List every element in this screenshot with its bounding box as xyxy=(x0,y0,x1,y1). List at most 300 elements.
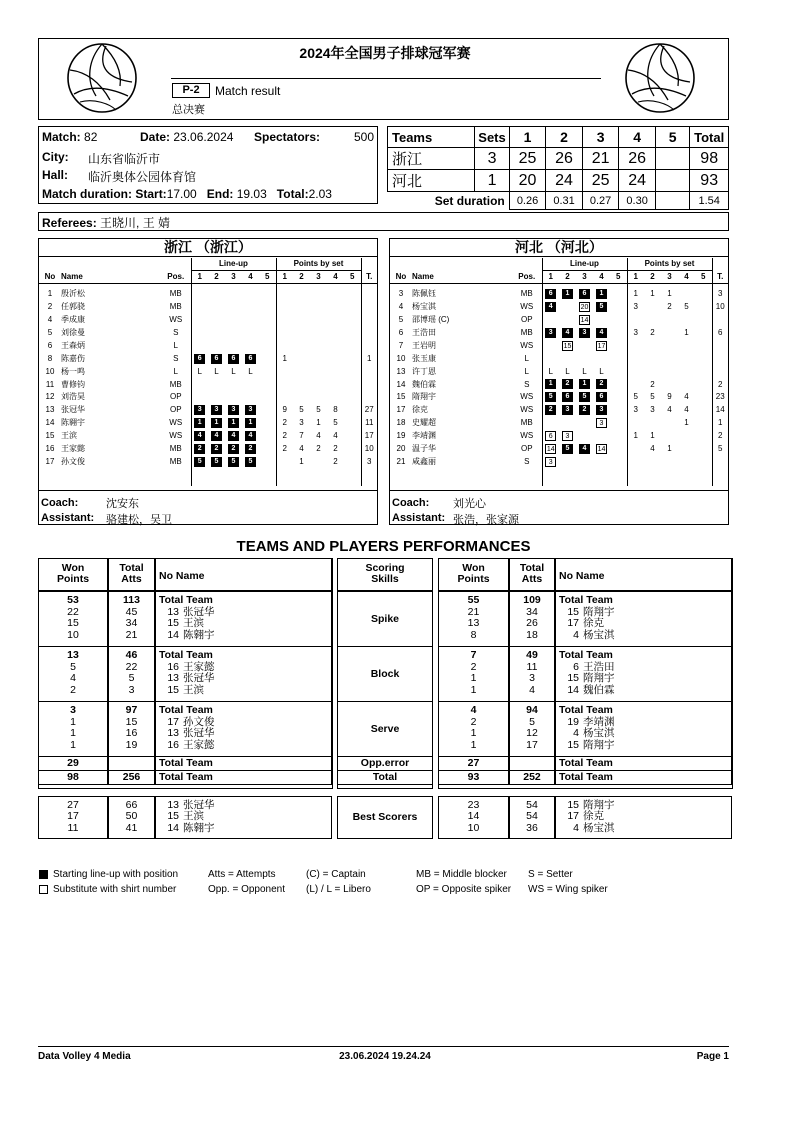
best-won-value: 14 xyxy=(467,810,480,823)
spacer-row xyxy=(390,468,728,486)
starting-position-badge: 4 xyxy=(596,328,607,338)
perf-skill-label: Scoring Skills xyxy=(365,562,405,585)
player-name: 王家懿 xyxy=(61,444,85,454)
score-header-row xyxy=(388,127,729,148)
starting-position-badge: 3 xyxy=(545,328,556,338)
player-total: 2 xyxy=(718,431,723,441)
starting-position-badge: 1 xyxy=(228,418,239,428)
score-col-set1: 1 xyxy=(509,127,546,148)
player-total: 2 xyxy=(718,379,723,389)
spacer xyxy=(576,468,593,486)
lineup-cell xyxy=(542,327,559,340)
points-cell xyxy=(661,352,678,365)
points-cell xyxy=(344,404,361,417)
score-set xyxy=(655,170,690,192)
player-row xyxy=(390,352,728,365)
points-cell xyxy=(327,288,344,301)
perf-atts-value: 19 xyxy=(125,738,138,751)
lineup-cell xyxy=(559,417,576,430)
team-a-roster-group-header xyxy=(39,258,377,271)
points-cell xyxy=(293,365,310,378)
lineup-cell xyxy=(208,417,225,430)
points-cell xyxy=(661,327,678,340)
col-total: T. xyxy=(712,271,728,284)
lineup-cell xyxy=(208,314,225,327)
player-pos: WS xyxy=(512,301,542,314)
player-name: 张玉康 xyxy=(412,353,436,363)
match-no: 82 xyxy=(84,130,98,144)
spacer xyxy=(678,468,695,486)
perf-won-value: 2 xyxy=(70,683,76,696)
points-cell xyxy=(695,378,712,391)
perf-player-name: Total Team xyxy=(559,649,613,661)
points-cell xyxy=(276,288,293,301)
points-cell xyxy=(310,339,327,352)
points-cell: 3 xyxy=(633,328,638,337)
col-points-set: 3 xyxy=(661,271,678,284)
player-row xyxy=(390,301,728,314)
score-set: 20 xyxy=(509,170,546,192)
legend-starting-swatch xyxy=(39,870,48,879)
team-b-roster-group-header xyxy=(390,258,728,271)
lineup-cell xyxy=(242,327,259,340)
player-pos: WS xyxy=(512,339,542,352)
perf-won-value: 53 xyxy=(67,594,79,606)
spacer xyxy=(412,258,512,271)
lineup-cell xyxy=(542,378,559,391)
col-pos: Pos. xyxy=(161,271,191,284)
perf-opp-error-label: Total Team xyxy=(559,757,613,769)
perf-player-no: 17 xyxy=(567,617,579,629)
player-total: 27 xyxy=(364,405,374,415)
col-lineup-set: 4 xyxy=(242,271,259,284)
points-cell xyxy=(661,455,678,468)
points-cell xyxy=(327,365,344,378)
points-cell xyxy=(327,327,344,340)
player-row xyxy=(39,327,377,340)
player-name: 张冠华 xyxy=(61,405,85,415)
lineup-cell xyxy=(225,339,242,352)
score-set: 25 xyxy=(582,170,619,192)
legend-captain: (C) = Captain xyxy=(306,869,366,880)
points-cell xyxy=(293,339,310,352)
points-cell xyxy=(644,365,661,378)
points-cell: 1 xyxy=(282,353,287,363)
score-total: 93 xyxy=(690,170,729,192)
score-total: 98 xyxy=(690,148,729,170)
starting-position-badge: 6 xyxy=(596,392,607,402)
starting-position-badge: 5 xyxy=(211,457,222,467)
perf-skill-name: Block xyxy=(370,668,400,680)
set-duration-row xyxy=(388,192,729,210)
player-name: 杨一鸣 xyxy=(61,366,85,376)
player-row xyxy=(390,327,728,340)
lineup-cell xyxy=(242,443,259,456)
points-cell xyxy=(678,430,695,443)
player-no: 16 xyxy=(45,444,55,454)
col-points-set: 2 xyxy=(293,271,310,284)
points-cell: 3 xyxy=(633,302,638,312)
spacer xyxy=(259,468,276,486)
starting-position-badge: 1 xyxy=(562,289,573,299)
perf-won-value: 13 xyxy=(67,649,79,661)
perf-atts-value: 22 xyxy=(125,660,138,673)
points-cell xyxy=(627,314,644,327)
starting-position-badge: 2 xyxy=(545,405,556,415)
lineup-cell xyxy=(259,314,276,327)
starting-position-badge: 4 xyxy=(545,302,556,312)
player-no: 21 xyxy=(396,456,406,466)
best-won-value: 27 xyxy=(67,799,79,811)
lineup-cell xyxy=(225,455,242,468)
player-pos: WS xyxy=(512,404,542,417)
perf-atts-value: 4 xyxy=(529,683,535,696)
substitute-number-badge: 15 xyxy=(563,342,572,350)
player-pos: OP xyxy=(161,391,191,404)
points-cell: 1 xyxy=(299,456,304,466)
lineup-cell xyxy=(225,378,242,391)
perf-player-no: 15 xyxy=(167,683,179,696)
perf-atts-value: 3 xyxy=(529,672,535,684)
substitute-number-badge: 14 xyxy=(546,445,555,453)
points-cell xyxy=(276,314,293,327)
player-row xyxy=(390,314,728,327)
points-cell xyxy=(661,378,678,391)
points-cell: 3 xyxy=(650,405,655,415)
lineup-cell xyxy=(576,417,593,430)
substitute-number-badge: 3 xyxy=(562,431,573,441)
team-a-coach: 沈安东 xyxy=(106,498,139,510)
spacer xyxy=(661,468,678,486)
perf-won-value: 4 xyxy=(70,672,76,684)
points-cell xyxy=(310,391,327,404)
perf-atts-value: 3 xyxy=(128,683,135,696)
player-row xyxy=(39,352,377,365)
score-col-set5: 5 xyxy=(655,127,690,148)
lineup-cell xyxy=(225,314,242,327)
best-player-no: 17 xyxy=(567,810,579,823)
perf-opp-error-won: 27 xyxy=(467,757,480,769)
spacer xyxy=(61,258,161,271)
lineup-cell xyxy=(559,443,576,456)
starting-position-badge: 1 xyxy=(245,418,256,428)
lineup-cell xyxy=(593,430,610,443)
perf-player-name: 隋翔宇 xyxy=(583,672,615,684)
points-cell: 7 xyxy=(299,431,304,441)
lineup-cell xyxy=(593,391,610,404)
points-header: Points by set xyxy=(627,258,712,271)
lineup-cell xyxy=(542,288,559,301)
spacer xyxy=(161,258,191,271)
score-col-sets: Sets xyxy=(475,127,510,148)
points-cell: 2 xyxy=(333,444,338,454)
perf-atts-value: 45 xyxy=(125,605,138,618)
points-cell: 5 xyxy=(684,302,689,312)
lineup-cell xyxy=(576,378,593,391)
lineup-cell xyxy=(610,339,627,352)
perf-player-name: 杨宝淇 xyxy=(583,727,615,739)
substitute-number-badge: 3 xyxy=(545,457,556,467)
points-cell: 2 xyxy=(333,456,338,466)
report-name: Match result xyxy=(215,84,281,98)
best-atts-value: 54 xyxy=(526,810,538,823)
score-col-set4: 4 xyxy=(619,127,656,148)
points-cell: 2 xyxy=(667,302,672,312)
team-b-roster xyxy=(390,258,728,486)
points-cell xyxy=(310,352,327,365)
player-pos: OP xyxy=(512,314,542,327)
perf-atts-value: 17 xyxy=(526,738,538,751)
points-cell xyxy=(293,314,310,327)
perf-skill-name: Spike xyxy=(370,613,399,625)
points-cell: 1 xyxy=(650,289,655,299)
player-no: 13 xyxy=(45,405,55,415)
player-no: 6 xyxy=(47,340,53,350)
player-pos: WS xyxy=(512,391,542,404)
city-label: City: xyxy=(42,150,69,164)
player-name: 咸鑫丽 xyxy=(412,456,436,466)
player-no: 11 xyxy=(45,379,55,389)
score-set xyxy=(655,148,690,170)
points-cell xyxy=(344,301,361,314)
col-pos: Pos. xyxy=(512,271,542,284)
lineup-cell xyxy=(191,314,208,327)
starting-position-badge: 5 xyxy=(596,302,607,312)
player-row xyxy=(390,378,728,391)
points-cell xyxy=(276,365,293,378)
lineup-cell xyxy=(593,288,610,301)
perf-won-value: 10 xyxy=(67,628,79,641)
lineup-cell xyxy=(242,391,259,404)
player-no: 3 xyxy=(398,289,404,299)
starting-position-badge: 6 xyxy=(228,354,239,364)
player-no: 20 xyxy=(396,444,406,454)
perf-player-no: 14 xyxy=(567,683,579,696)
points-cell xyxy=(678,339,695,352)
player-name: 许丁恩 xyxy=(412,366,436,376)
perf-total-atts: 256 xyxy=(122,771,141,783)
lineup-cell xyxy=(593,417,610,430)
lineup-cell xyxy=(576,352,593,365)
starting-position-badge: 4 xyxy=(579,444,590,454)
points-cell: 4 xyxy=(333,431,338,441)
player-pos: S xyxy=(161,327,191,340)
perf-won-value: 1 xyxy=(70,738,76,751)
perf-player-no: 6 xyxy=(573,660,579,673)
perf-player-no: 4 xyxy=(573,628,579,641)
city-value: 山东省临沂市 xyxy=(88,152,161,166)
col-lineup-set: 1 xyxy=(542,271,559,284)
starting-position-badge: 2 xyxy=(562,379,573,389)
starting-position-badge: 3 xyxy=(228,405,239,415)
lineup-cell: L xyxy=(565,366,570,376)
starting-position-badge: 1 xyxy=(194,418,205,428)
performances-table xyxy=(38,558,733,841)
total-value: 2.03 xyxy=(308,187,332,201)
points-cell xyxy=(344,391,361,404)
points-cell xyxy=(627,455,644,468)
points-cell: 1 xyxy=(633,289,638,299)
perf-player-name: 徐克 xyxy=(583,617,604,629)
hall-value: 临沂奥体公园体育馆 xyxy=(88,170,197,184)
lineup-cell xyxy=(191,301,208,314)
player-total: 6 xyxy=(718,328,723,337)
player-row xyxy=(39,339,377,352)
perf-won-value: 1 xyxy=(70,715,76,728)
points-cell xyxy=(644,314,661,327)
player-total xyxy=(361,314,377,327)
points-cell: 2 xyxy=(282,431,287,441)
perf-player-name: Total Team xyxy=(559,704,613,716)
player-total: 11 xyxy=(365,418,374,428)
points-cell xyxy=(695,339,712,352)
lineup-cell xyxy=(259,378,276,391)
player-no: 18 xyxy=(396,418,406,428)
perf-atts-value: 5 xyxy=(128,672,135,684)
starting-position-badge: 6 xyxy=(211,354,222,364)
spacer xyxy=(293,468,310,486)
points-cell xyxy=(695,404,712,417)
player-name: 季成康 xyxy=(61,315,85,325)
score-set: 25 xyxy=(509,148,546,170)
footer-center: 23.06.2024 19.24.24 xyxy=(339,1051,431,1062)
lineup-cell xyxy=(610,327,627,340)
perf-left-atts-cell xyxy=(108,756,155,771)
points-cell xyxy=(344,378,361,391)
col-lineup-set: 1 xyxy=(191,271,208,284)
points-cell: 1 xyxy=(684,328,689,337)
perf-won-value: 3 xyxy=(70,704,76,716)
col-points-set: 4 xyxy=(678,271,695,284)
points-cell xyxy=(276,301,293,314)
player-name: 邵博瑶 (C) xyxy=(412,315,450,325)
points-cell xyxy=(627,339,644,352)
perf-won-value: 1 xyxy=(70,727,76,739)
player-name: 刘徐曼 xyxy=(61,328,85,337)
set-duration-label: Set duration xyxy=(434,193,505,208)
player-total: 10 xyxy=(364,444,374,454)
points-cell xyxy=(695,417,712,430)
lineup-cell xyxy=(259,417,276,430)
points-cell xyxy=(310,327,327,340)
starting-position-badge: 4 xyxy=(562,328,573,338)
lineup-cell xyxy=(559,404,576,417)
perf-won-value: 5 xyxy=(70,660,76,673)
spacer xyxy=(644,468,661,486)
points-cell xyxy=(344,327,361,340)
col-no: No xyxy=(39,271,61,284)
substitute-number-badge: 20 xyxy=(580,304,589,312)
lineup-cell xyxy=(593,443,610,456)
starting-position-badge: 6 xyxy=(562,392,573,402)
points-cell xyxy=(644,301,661,314)
player-row xyxy=(39,391,377,404)
starting-position-badge: 3 xyxy=(596,405,607,415)
lineup-cell xyxy=(610,378,627,391)
best-atts-value: 50 xyxy=(125,810,138,823)
lineup-cell xyxy=(259,365,276,378)
points-cell xyxy=(678,314,695,327)
perf-total-won: 93 xyxy=(467,771,480,783)
score-team-name: 河北 xyxy=(388,170,475,192)
points-cell xyxy=(344,339,361,352)
starting-position-badge: 4 xyxy=(228,431,239,441)
perf-player-name: 隋翔宇 xyxy=(583,605,615,618)
perf-player-name: 王浩田 xyxy=(583,660,615,673)
match-label: Match: xyxy=(42,130,81,144)
perf-player-no: 16 xyxy=(167,660,179,673)
report-code: P-2 xyxy=(172,83,210,98)
best-won-value: 17 xyxy=(67,810,79,823)
footer-rule xyxy=(38,1046,729,1047)
points-cell: 1 xyxy=(633,431,638,441)
lineup-cell xyxy=(610,288,627,301)
spacer xyxy=(610,468,627,486)
lineup-cell xyxy=(559,339,576,352)
points-cell xyxy=(310,378,327,391)
team-a-roster xyxy=(39,258,377,486)
lineup-cell xyxy=(610,365,627,378)
starting-position-badge: 6 xyxy=(245,354,256,364)
player-pos: S xyxy=(512,455,542,468)
player-no: 12 xyxy=(45,392,55,402)
points-cell xyxy=(310,288,327,301)
player-no: 13 xyxy=(396,366,406,376)
player-no: 4 xyxy=(47,315,53,325)
perf-won-value: 1 xyxy=(470,672,477,684)
player-pos: MB xyxy=(512,288,542,301)
perf-opp-error-skill: Opp.error xyxy=(360,757,410,769)
player-name: 隋翔宇 xyxy=(412,392,436,402)
perf-right-atts-label: Total Atts xyxy=(519,562,545,585)
col-lineup-set: 3 xyxy=(225,271,242,284)
points-cell xyxy=(644,352,661,365)
lineup-cell xyxy=(242,301,259,314)
lineup-cell xyxy=(542,301,559,314)
lineup-cell: L xyxy=(197,366,202,376)
lineup-cell xyxy=(542,443,559,456)
lineup-cell xyxy=(225,301,242,314)
lineup-cell xyxy=(242,288,259,301)
lineup-cell xyxy=(259,301,276,314)
perf-won-value: 1 xyxy=(470,738,477,751)
lineup-cell xyxy=(191,339,208,352)
points-cell: 5 xyxy=(633,392,638,402)
lineup-cell xyxy=(576,404,593,417)
perf-won-value: 1 xyxy=(470,727,477,739)
player-name: 温子华 xyxy=(412,444,436,454)
perf-player-name: Total Team xyxy=(159,649,213,661)
best-won-value: 11 xyxy=(67,821,79,834)
player-no: 17 xyxy=(45,456,55,466)
player-name: 任郭骁 xyxy=(61,302,85,312)
lineup-cell xyxy=(242,314,259,327)
perf-player-name: 魏伯霖 xyxy=(583,683,615,696)
starting-position-badge: 2 xyxy=(211,444,222,454)
points-cell xyxy=(327,339,344,352)
player-pos: MB xyxy=(161,288,191,301)
starting-position-badge: 2 xyxy=(245,444,256,454)
lineup-cell xyxy=(208,288,225,301)
player-total xyxy=(361,365,377,378)
hall-label: Hall: xyxy=(42,168,69,182)
lineup-cell xyxy=(542,404,559,417)
points-cell xyxy=(695,314,712,327)
best-player-name: 王滨 xyxy=(183,810,204,823)
points-cell xyxy=(695,455,712,468)
spacer xyxy=(412,468,512,486)
lineup-cell xyxy=(542,339,559,352)
